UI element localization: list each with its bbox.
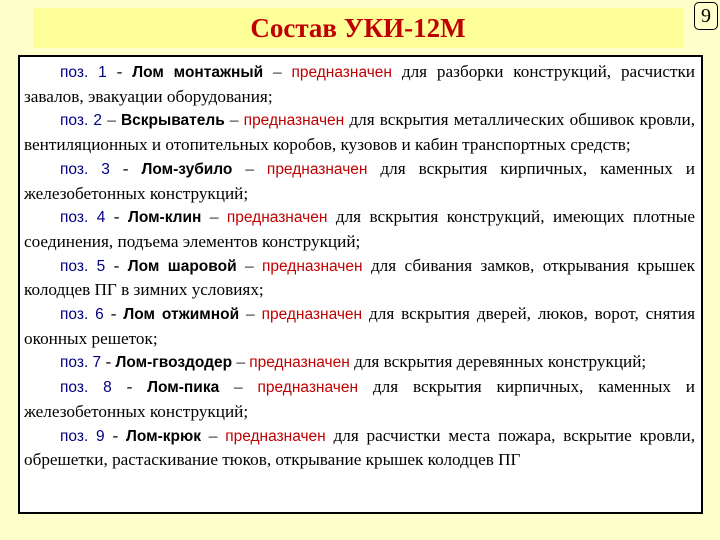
item-position: поз. 2 — [60, 112, 103, 130]
item-dash: – — [232, 352, 250, 372]
item-name: Лом отжимной — [123, 306, 240, 324]
list-item — [24, 157, 695, 205]
item-purpose: предназначен — [266, 160, 368, 178]
item-separator: - — [101, 352, 116, 372]
item-position: поз. 8 — [60, 379, 112, 397]
item-dash: – — [263, 62, 292, 81]
item-position: поз. 1 — [60, 64, 107, 81]
page-title: Состав УКИ-12М — [250, 12, 466, 43]
item-description: для расчистки места пожара, вскрытие кровли, обрешетки, растаскивание тюков, открывание крышек колодцев ПГ — [24, 425, 696, 470]
list-item — [24, 205, 695, 253]
item-name: Лом-зубило — [141, 160, 233, 178]
list-item — [24, 302, 695, 350]
content-box — [18, 55, 703, 514]
list-item — [24, 108, 695, 156]
item-dash: – — [224, 110, 244, 130]
item-name: Лом-крюк — [126, 427, 201, 445]
list-item — [24, 375, 695, 423]
item-description: для вскрытия конструкций, имеющих плотные соединения, подъема элементов конструкций; — [24, 207, 695, 251]
item-description: для вскрытия дверей, люков, ворот, снятия оконных решеток; — [24, 304, 696, 348]
item-name: Лом шаровой — [127, 257, 237, 275]
item-name: Лом-пика — [147, 379, 220, 397]
item-purpose: предназначен — [261, 306, 363, 324]
item-purpose: предназначен — [257, 379, 359, 397]
item-dash: – — [201, 425, 226, 445]
item-purpose: предназначен — [225, 427, 326, 445]
item-separator: - — [104, 425, 126, 445]
list-item — [24, 60, 695, 108]
item-description: для вскрытия металлических обшивок кровли, вентиляционных и отопительных коробов, кузовов и кабин транспортных средств; — [24, 110, 696, 155]
title-banner — [33, 8, 683, 48]
item-separator: - — [109, 158, 142, 178]
item-separator: - — [106, 62, 133, 81]
item-separator: - — [111, 377, 148, 397]
item-purpose: предназначен — [226, 209, 328, 227]
item-name: Лом-гвоздодер — [115, 354, 233, 372]
item-position: поз. 6 — [60, 306, 104, 324]
item-purpose: предназначен — [249, 354, 350, 372]
item-dash: – — [239, 304, 262, 324]
item-name: Лом монтажный — [132, 64, 264, 81]
item-position: поз. 7 — [60, 354, 102, 372]
item-purpose: предназначен — [262, 257, 363, 275]
item-dash: – — [201, 207, 227, 227]
item-dash: – — [232, 158, 267, 178]
item-position: поз. 5 — [60, 257, 106, 275]
item-separator: - — [105, 207, 128, 227]
item-separator: – — [102, 110, 121, 130]
item-description: для вскрытия деревянных конструкций; — [349, 352, 647, 372]
item-purpose: предназначен — [291, 64, 392, 81]
item-name: Лом-клин — [127, 209, 202, 227]
list-item — [24, 424, 695, 472]
list-item — [24, 254, 695, 302]
page-number: 9 — [694, 2, 718, 30]
item-description: для вскрытия кирпичных, каменных и железобетонных конструкций; — [24, 158, 695, 203]
item-position: поз. 3 — [60, 160, 110, 178]
item-dash: – — [219, 377, 258, 397]
item-description: для разборки конструкций, расчистки завалов, эвакуации оборудования; — [24, 62, 696, 106]
item-position: поз. 4 — [60, 209, 106, 227]
item-purpose: предназначен — [243, 112, 345, 130]
item-separator: - — [105, 255, 128, 275]
list-item — [24, 350, 695, 375]
item-dash: – — [236, 255, 262, 275]
item-position: поз. 9 — [60, 427, 105, 445]
item-description: для сбивания замков, открывания крышек колодцев ПГ в зимних условиях; — [24, 255, 696, 300]
item-separator: - — [103, 304, 124, 324]
item-description: для вскрытия кирпичных, каменных и железобетонных конструкций; — [24, 377, 695, 421]
item-name: Вскрыватель — [120, 112, 225, 130]
